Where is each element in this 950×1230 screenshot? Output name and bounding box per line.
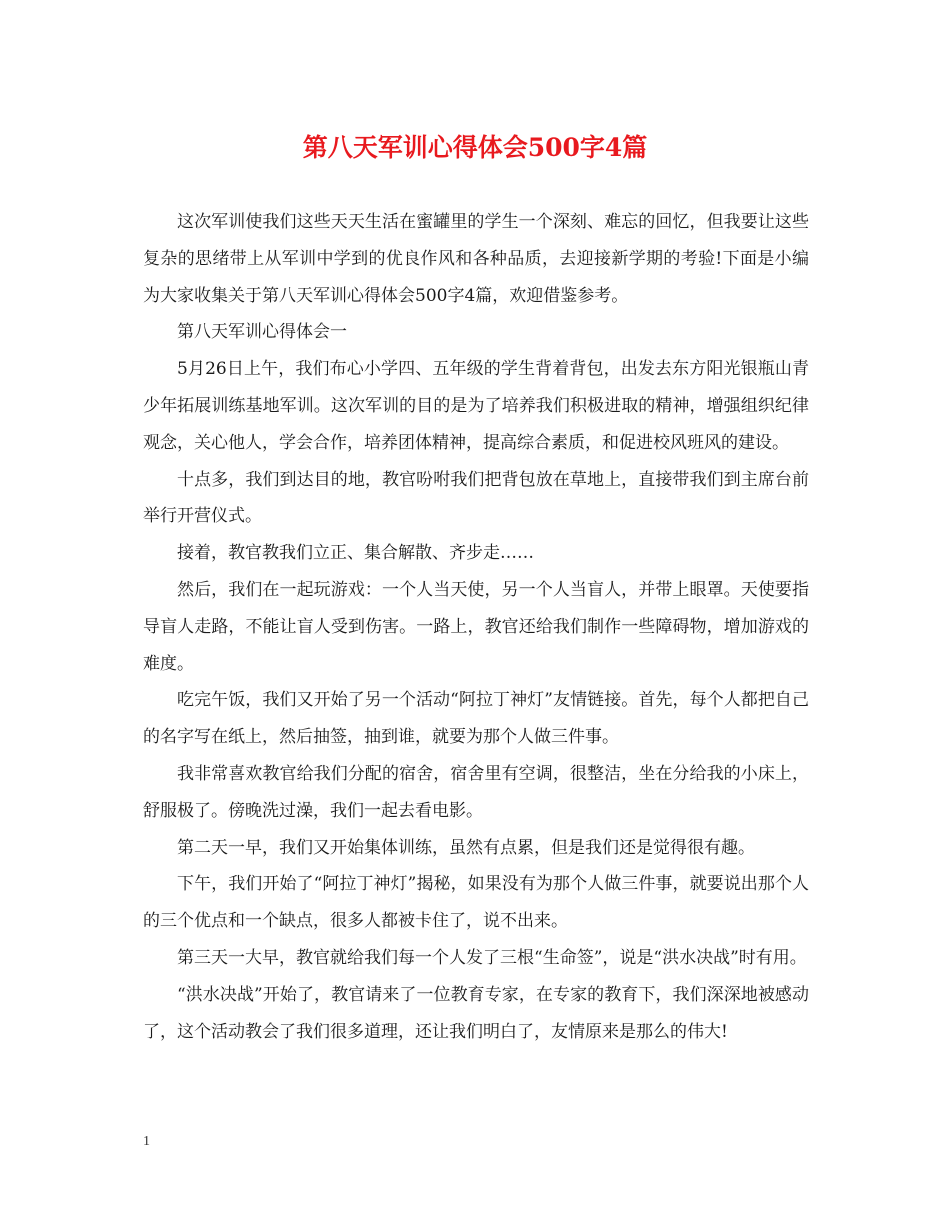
paragraph: 我非常喜欢教官给我们分配的宿舍，宿舍里有空调，很整洁，坐在分给我的小床上，舒服极了。傍晚洗过澡，我们一起去看电影。 (143, 763, 809, 821)
paragraph: “洪水决战”开始了，教官请来了一位教育专家，在专家的教育下，我们深深地被感动了，这个活动教会了我们很多道理，还让我们明白了，友情原来是那么的伟大! (143, 984, 809, 1042)
paragraph: 5月26日上午，我们布心小学四、五年级的学生背着背包，出发去东方阳光银瓶山青少年拓展训练基地军训。这次军训的目的是为了培养我们积极进取的精神，增强组织纪律观念，关心他人，学会合作，培养团体精神，提高综合素质，和促进校风班风的建设。 (143, 359, 809, 453)
page-number: 1 (143, 1134, 150, 1149)
paragraph: 下午，我们开始了“阿拉丁神灯”揭秘，如果没有为那个人做三件事，就要说出那个人的三个优点和一个缺点，很多人都被卡住了，说不出来。 (143, 874, 809, 932)
paragraph: 然后，我们在一起玩游戏：一个人当天使，另一个人当盲人，并带上眼罩。天使要指导盲人走路，不能让盲人受到伤害。一路上，教官还给我们制作一些障碍物，增加游戏的难度。 (143, 579, 809, 674)
paragraph-intro: 这次军训使我们这些天天生活在蜜罐里的学生一个深刻、难忘的回忆，但我要让这些复杂的思绪带上从军训中学到的优良作风和各种品质，去迎接新学期的考验!下面是小编为大家收集关于第八天军训心得体会500字4篇，欢迎借鉴参考。 (143, 212, 809, 306)
paragraph: 第二天一早，我们又开始集体训练，虽然有点累，但是我们还是觉得很有趣。 (177, 837, 755, 858)
paragraph: 十点多，我们到达目的地，教官吩咐我们把背包放在草地上，直接带我们到主席台前举行开营仪式。 (143, 469, 809, 527)
paragraph: 吃完午饭，我们又开始了另一个活动“阿拉丁神灯”友情链接。首先，每个人都把自己的名字写在纸上，然后抽签，抽到谁，就要为那个人做三件事。 (143, 690, 809, 748)
document-body (143, 204, 809, 1050)
document-title: 第八天军训心得体会500字4篇 (302, 133, 648, 162)
paragraph: 第三天一大早，教官就给我们每一个人发了三根“生命签”，说是“洪水决战”时有用。 (177, 947, 807, 968)
section-heading: 第八天军训心得体会一 (177, 322, 347, 343)
paragraph: 接着，教官教我们立正、集合解散、齐步走…… (177, 543, 534, 564)
